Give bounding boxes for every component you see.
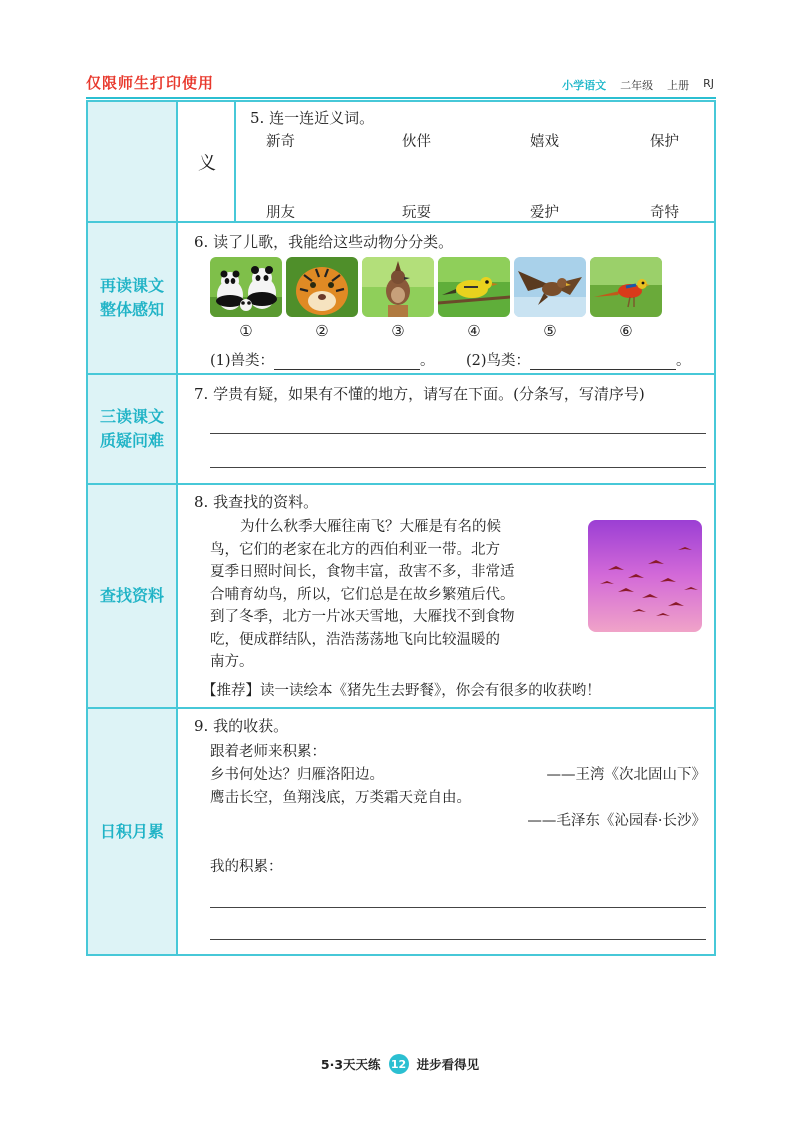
section-accumulate xyxy=(88,709,714,954)
section-content xyxy=(180,375,714,483)
fill-beasts xyxy=(210,349,435,370)
quote-1: 乡书何处达？归雁洛阳边。 xyxy=(210,767,384,783)
question-7: 7. 学贵有疑，如果有不懂的地方，请写在下面。(分条写，写清序号) xyxy=(194,385,645,403)
paragraph-line: 吃，便成群结队，浩浩荡荡地飞向比较温暖的 xyxy=(210,631,500,648)
section-side xyxy=(88,485,178,707)
paragraph-line: 为什么秋季大雁往南飞？大雁是有名的候 xyxy=(240,519,501,535)
subject-label: 小学语文 xyxy=(562,79,607,92)
paragraph-line: 鸟，它们的老家在北方的西伯利亚一带。北方 xyxy=(210,541,500,558)
edition-label: RJ xyxy=(703,77,714,90)
section-side xyxy=(88,709,178,954)
answer-line[interactable] xyxy=(210,433,706,434)
section-questions xyxy=(88,375,714,485)
section-classify xyxy=(88,223,714,375)
animal-number-4: ④ xyxy=(467,322,481,340)
section-research xyxy=(88,485,714,709)
wild-geese-image xyxy=(588,520,702,632)
answer-line[interactable] xyxy=(210,467,706,468)
section-side-label: 三读课文 质疑问难 xyxy=(99,407,164,450)
fill-beasts-label: (1)兽类： xyxy=(210,353,275,369)
eagle-image xyxy=(514,257,586,317)
birds-blank[interactable] xyxy=(530,355,676,370)
section-side xyxy=(88,375,178,483)
section-side-label: 查找资料 xyxy=(99,586,164,605)
crested-bird-image xyxy=(362,257,434,317)
header-divider xyxy=(86,97,716,99)
book-info xyxy=(562,77,714,93)
section-side-label: 义 xyxy=(180,102,236,221)
animal-number-3: ③ xyxy=(391,322,405,340)
question-9: 9. 我的收获。 xyxy=(194,717,289,735)
question-8: 8. 我查找的资料。 xyxy=(194,493,319,511)
research-paragraph xyxy=(210,516,570,674)
question-5: 5. 连一连近义词。 xyxy=(250,109,375,127)
section-side xyxy=(88,102,178,221)
page-number: 12 xyxy=(389,1054,409,1074)
fill-beasts-period: 。 xyxy=(420,353,435,369)
answer-line[interactable] xyxy=(210,907,706,908)
animal-number-1: ① xyxy=(239,322,253,340)
section-content xyxy=(180,102,714,221)
paragraph-line: 合哺育幼鸟，所以，它们总是在故乡繁殖后代。 xyxy=(210,586,515,603)
accumulate-intro: 跟着老师来积累： xyxy=(210,744,326,760)
section-synonyms xyxy=(88,102,714,223)
word-bottom-1: 朋友 xyxy=(266,205,295,221)
worksheet-table xyxy=(86,100,716,956)
pheasant-image xyxy=(590,257,662,317)
tiger-image xyxy=(286,257,358,317)
section-content xyxy=(180,485,714,707)
word-top-4: 保护 xyxy=(650,134,679,150)
paragraph-line: 夏季日照时间长，食物丰富，敌害不多，非常适 xyxy=(210,564,515,580)
yellow-bird-image xyxy=(438,257,510,317)
question-6: 6. 读了儿歌，我能给这些动物分分类。 xyxy=(194,233,454,251)
footer-right: 进步看得见 xyxy=(416,1057,480,1072)
paragraph-line: 到了冬季，北方一片冰天雪地，大雁找不到食物 xyxy=(210,609,515,625)
volume-label: 上册 xyxy=(667,79,690,92)
answer-line[interactable] xyxy=(210,939,706,940)
my-accumulation-label: 我的积累： xyxy=(210,859,283,875)
panda-image xyxy=(210,257,282,317)
section-side-label: 日积月累 xyxy=(99,821,164,841)
beasts-blank[interactable] xyxy=(274,355,420,370)
animal-number-6: ⑥ xyxy=(619,322,633,340)
word-top-1: 新奇 xyxy=(266,134,295,150)
quote-2-source: ——毛泽东《沁园春·长沙》 xyxy=(527,813,706,829)
quote-2: 鹰击长空，鱼翔浅底，万类霜天竞自由。 xyxy=(210,790,471,806)
word-bottom-4: 奇特 xyxy=(650,205,679,221)
animal-number-2: ② xyxy=(315,322,329,340)
word-top-3: 嬉戏 xyxy=(530,134,559,150)
section-content xyxy=(180,223,714,373)
quote-1-source: ——王湾《次北固山下》 xyxy=(546,767,706,783)
section-side xyxy=(88,223,178,373)
fill-birds-label: (2)鸟类： xyxy=(466,353,531,369)
section-side-label: 再读课文 整体感知 xyxy=(99,276,164,319)
print-notice: 仅限师生打印使用 xyxy=(86,74,215,92)
section-content xyxy=(180,709,714,954)
grade-label: 二年级 xyxy=(620,79,654,92)
recommend-text: 【推荐】读一读绘本《猪先生去野餐》，你会有很多的收获哟！ xyxy=(202,683,601,699)
word-bottom-2: 玩耍 xyxy=(402,205,431,221)
footer-left: 5·3天天练 xyxy=(320,1057,381,1072)
word-top-2: 伙伴 xyxy=(402,134,431,150)
fill-birds xyxy=(466,349,691,370)
footer xyxy=(0,1054,800,1074)
animal-number-5: ⑤ xyxy=(543,322,557,340)
paragraph-line: 南方。 xyxy=(210,654,254,670)
word-bottom-3: 爱护 xyxy=(530,205,559,221)
fill-birds-period: 。 xyxy=(676,353,691,369)
